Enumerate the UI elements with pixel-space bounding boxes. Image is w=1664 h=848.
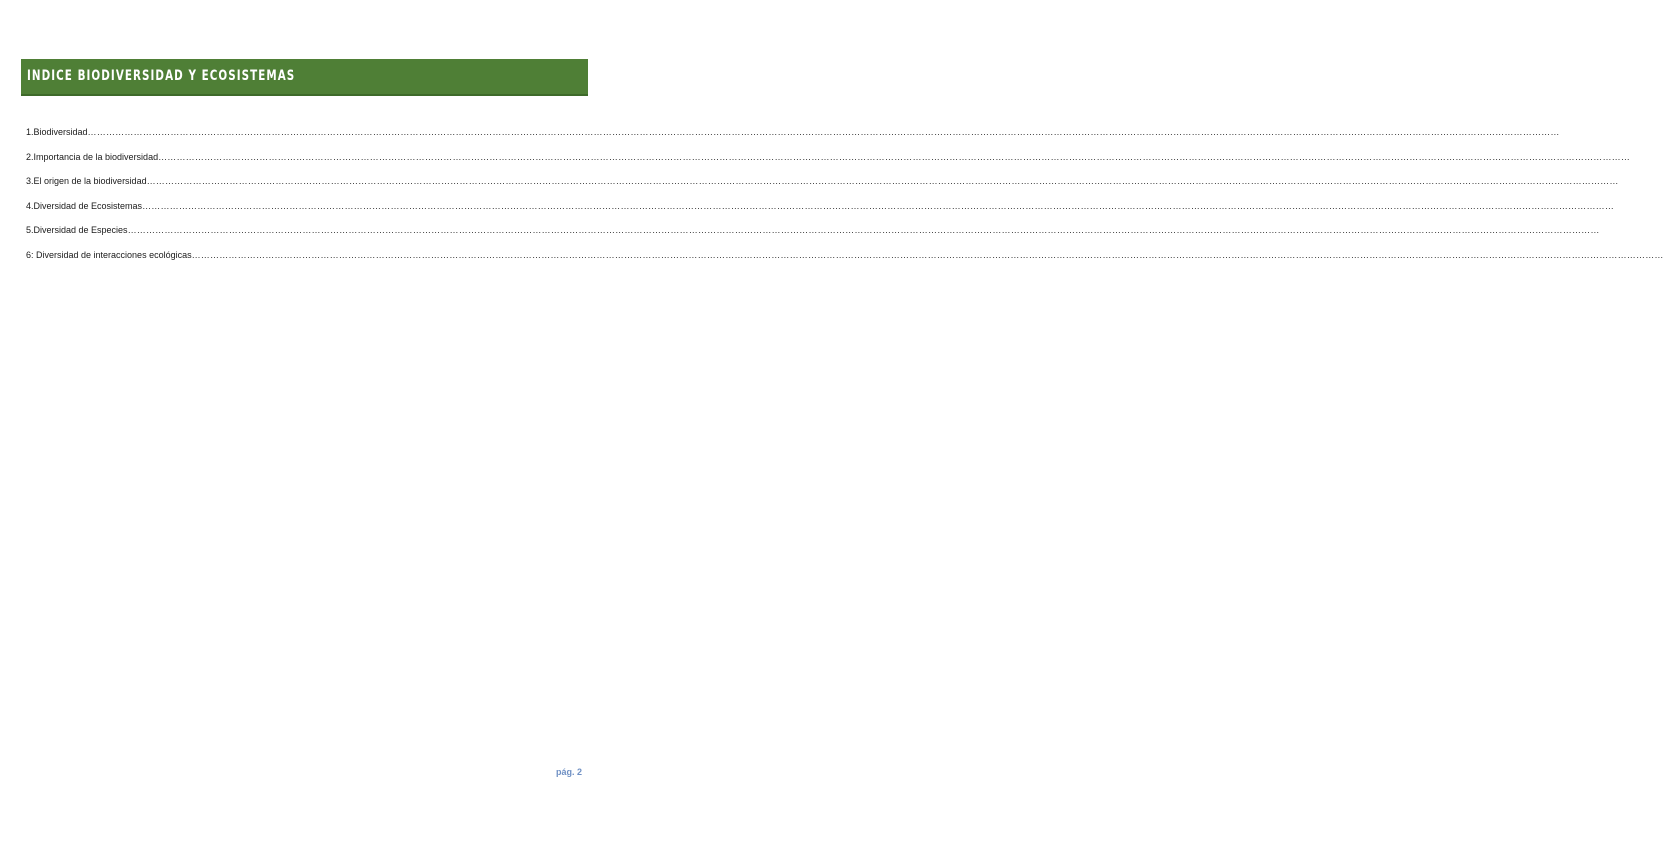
toc-dot-leader: ………………………………………………………………………………………………………………………………………………………………………………………………………………………………………………………………………………………………………………………………………………………………………………………………………………………………………… (87, 127, 1560, 137)
page-number: pág. 2 (555, 767, 582, 777)
toc-dot-leader: ………………………………………………………………………………………………………………………………………………………………………………………………………………………………………………………………………………………………………………………………………………………………………………………………………………………………………… (158, 151, 1631, 162)
toc-entry (26, 126, 1560, 151)
toc-entry (26, 151, 1631, 176)
page-title: INDICE BIODIVERSIDAD Y ECOSISTEMAS (27, 68, 296, 84)
toc-dot-leader: ………………………………………………………………………………………………………………………………………………………………………………………………………………………………………………………………………………………………………………………………………………………………………………………………………………………………………… (146, 176, 1619, 187)
toc-entry-label: 2.Importancia de la biodiversidad (26, 151, 159, 162)
toc-dot-leader: ………………………………………………………………………………………………………………………………………………………………………………………………………………………………………………………………………………………………………………………………………………………………………………………………………………………………………… (127, 225, 1600, 236)
toc-entry (26, 175, 1619, 200)
toc-dot-leader: ………………………………………………………………………………………………………………………………………………………………………………………………………………………………………………………………………………………………………………………………………………………………………………………………………………………………………… (191, 249, 1664, 260)
table-of-contents (26, 126, 1664, 274)
toc-entry (26, 249, 1664, 274)
toc-entry-label: 5.Diversidad de Especies (26, 225, 128, 236)
toc-entry-label: 4.Diversidad de Ecosistemas (26, 200, 143, 211)
toc-entry (26, 200, 1615, 225)
toc-dot-leader: ………………………………………………………………………………………………………………………………………………………………………………………………………………………………………………………………………………………………………………………………………………………………………………………………………………………………………… (142, 200, 1615, 211)
toc-entry-label: 3.El origen de la biodiversidad (26, 176, 147, 187)
toc-entry-label: 1.Biodiversidad (26, 127, 88, 137)
section-title-bar (21, 59, 588, 96)
toc-entry (26, 224, 1600, 249)
toc-entry-label: 6: Diversidad de interacciones ecológicas (26, 249, 192, 260)
